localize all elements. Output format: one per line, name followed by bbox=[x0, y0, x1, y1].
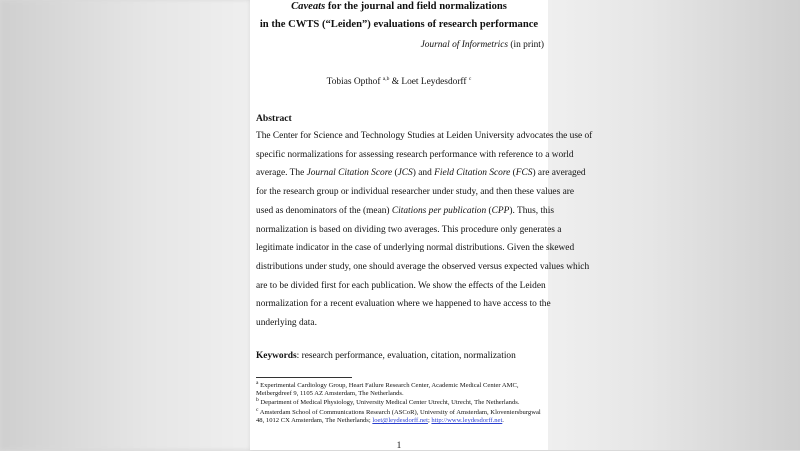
blurred-background-left bbox=[0, 0, 250, 450]
abstract-text: for the research group or individual researcher under study, and then these values are bbox=[256, 187, 575, 198]
footnote-divider bbox=[256, 377, 352, 378]
author-2: Loet Leydesdorff bbox=[401, 77, 467, 88]
footnotes bbox=[256, 380, 546, 425]
author-2-affil: c bbox=[468, 76, 472, 82]
abstract-text: ) and bbox=[412, 168, 435, 179]
title-italic: Caveats bbox=[291, 1, 326, 12]
footnote-c bbox=[256, 407, 546, 424]
page-number: 1 bbox=[396, 441, 402, 451]
abstract-text: ( bbox=[392, 168, 398, 179]
abstract-line bbox=[256, 149, 574, 160]
abstract-italic-term: FCS bbox=[515, 168, 533, 179]
abstract-text: specific normalizations for assessing research performance with reference to a world bbox=[256, 149, 574, 160]
keywords-text: : research performance, evaluation, citation, normalization bbox=[296, 351, 516, 361]
abstract-italic-term: Journal Citation Score bbox=[306, 168, 393, 179]
abstract-line bbox=[256, 281, 544, 291]
abstract-line bbox=[256, 224, 562, 235]
abstract-text: ) are averaged bbox=[532, 168, 586, 179]
abstract-line bbox=[256, 131, 593, 141]
abstract-text: are to be divided first for each publication. We show the effects of the Leiden bbox=[256, 280, 546, 291]
journal-status: (in print) bbox=[508, 40, 544, 50]
author-1: Tobias Opthof bbox=[326, 77, 381, 88]
abstract-text: normalization is based on dividing two averages. This procedure only generates a bbox=[256, 224, 562, 235]
abstract-italic-term: Citations per publication bbox=[391, 205, 487, 216]
title-line-1 bbox=[250, 1, 548, 12]
abstract-text: ( bbox=[486, 205, 492, 216]
abstract-text: The Center for Science and Technology Studies at Leiden University advocates the use of bbox=[256, 131, 593, 141]
blurred-background-right bbox=[548, 0, 800, 450]
email-link[interactable]: loet@leydesdorff.net bbox=[372, 416, 428, 424]
abstract-text: ). Thus, this bbox=[509, 205, 554, 216]
footnote-b-text: Department of Medical Physiology, University Medical Center Utrecht, Utrecht, The Netherlands. bbox=[258, 399, 520, 407]
abstract-line bbox=[256, 205, 554, 216]
abstract-text: ( bbox=[510, 168, 516, 179]
abstract-line bbox=[256, 243, 575, 254]
abstract-italic-term: Field Citation Score bbox=[434, 168, 511, 179]
keywords-line bbox=[256, 351, 516, 361]
abstract-line bbox=[256, 261, 590, 272]
footnote-a-text: Experimental Cardiology Group, Heart Failure Research Center, Academic Medical Center AMC, Meibergdreef 9, 1105 AZ Amsterdam, The Netherlands. bbox=[256, 382, 519, 397]
footnote-end: . bbox=[502, 416, 504, 424]
title-line-2: in the CWTS (“Leiden”) evaluations of research performance bbox=[259, 19, 539, 30]
abstract-line bbox=[256, 318, 544, 328]
abstract-text: average. The bbox=[256, 168, 307, 179]
abstract-text: underlying data. bbox=[256, 318, 317, 328]
abstract-text: normalization for a recent evaluation where we happened to have access to the bbox=[256, 299, 551, 310]
keywords-label: Keywords bbox=[256, 351, 297, 361]
footnote-sep: ; bbox=[427, 416, 432, 424]
footnote-b bbox=[256, 397, 546, 407]
title-rest: for the journal and field normalizations bbox=[325, 1, 507, 12]
abstract-line bbox=[256, 299, 551, 310]
abstract-italic-term: CPP bbox=[491, 205, 510, 216]
journal-name: Journal of Informetrics bbox=[420, 40, 509, 50]
footnote-c-mark: c bbox=[256, 407, 259, 414]
abstract-text: distributions under study, one should average the observed versus expected values which bbox=[256, 261, 590, 272]
website-link[interactable]: http://www.leydesdorff.net bbox=[431, 416, 503, 424]
abstract-text: used as denominators of the (mean) bbox=[256, 205, 392, 216]
authors bbox=[250, 76, 548, 87]
author-1-affil: a,b bbox=[382, 76, 390, 82]
abstract-text: legitimate indicator in the case of underlying normal distributions. Given the skewed bbox=[256, 243, 575, 254]
abstract-line bbox=[256, 187, 575, 198]
abstract-heading: Abstract bbox=[256, 113, 292, 124]
journal-line bbox=[256, 40, 544, 50]
footnote-a-mark: a bbox=[256, 380, 259, 386]
abstract-italic-term: JCS bbox=[397, 168, 413, 179]
footnote-a bbox=[256, 380, 546, 397]
footnote-c-text: Amsterdam School of Communications Research (ASCoR), University of Amsterdam, Kloveniersburgwal 48, 1012 CX Amsterdam, The Netherlands; bbox=[256, 409, 541, 424]
footnote-b-mark: b bbox=[256, 397, 259, 404]
author-separator: & bbox=[389, 77, 402, 88]
abstract-line bbox=[256, 168, 586, 179]
